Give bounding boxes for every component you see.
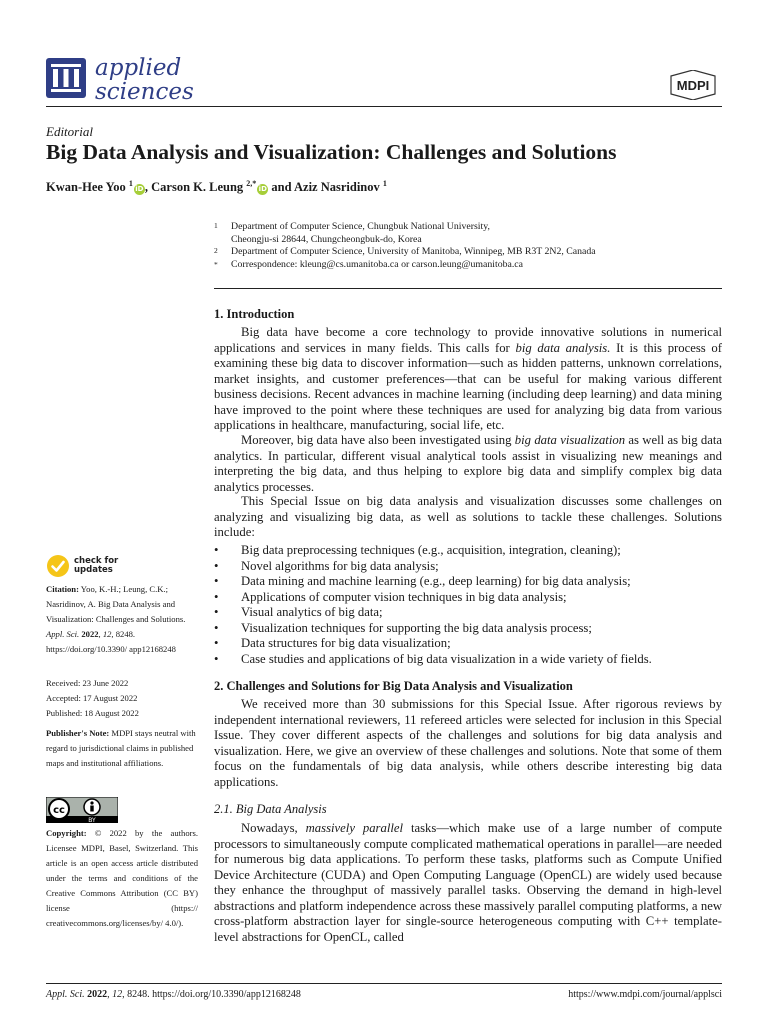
- paragraph: Moreover, big data have also been investigated using big data visualization as well as big data analytics. In particular, different visual analytical tools assist in visualizing new meanings and interpreting the big data, and thus helping to explore big data and simplify complex big data analytics processes.: [214, 433, 723, 494]
- footer-citation: Appl. Sci. 2022, 12, 8248. https://doi.org/10.3390/app12168248: [46, 989, 301, 1000]
- correspondence-line[interactable]: Correspondence: kleung@cs.umanitoba.ca or carson.leung@umanitoba.ca: [231, 259, 523, 270]
- mdpi-logo: [667, 70, 719, 100]
- check-for-updates-button[interactable]: check for updates: [46, 554, 126, 580]
- journal-name: applied sciences: [95, 55, 194, 105]
- list-item: • Case studies and applications of big data visualization in a wide variety of fields.: [214, 652, 722, 668]
- footer-doi-link[interactable]: , 8248. https://doi.org/10.3390/app12168248: [122, 989, 301, 1000]
- paragraph: We received more than 30 submissions for this Special Issue. After rigorous reviews by independent international reviewers, 11 refereed articles were selected for inclusion in this Special Issue. They cover different aspects of the challenges and solutions for big data analysis and visualization. Here, we give an overview of these challenges and solutions. Note that some of them focus on the fundamentals of big data analysis, while others describe interesting big data applications.: [214, 697, 722, 789]
- citation-block: Citation: Yoo, K.-H.; Leung, C.K.; Nasridinov, A. Big Data Analysis and Visualization: Challenges and Solutions. Appl. Sci. 2022, 12, 8248. https://doi.org/10.3390/ app12168248: [46, 584, 186, 654]
- footer-journal-url[interactable]: https://www.mdpi.com/journal/applsci: [568, 989, 722, 1000]
- paragraph: Big data have become a core technology to provide innovative solutions in numerical applications and services in many fields. This calls for big data analysis. It is this process of examining these big data to discover information—such as hidden patterns, unknown correlations, market insights, and customer preferences—that can be useful for making various different business decisions. Recent advances in machine learning (including deep learning) and data mining have improved to the point where these techniques are used for analyzing big data from various applications in healthcare, manufacturing, social life, etc.: [214, 325, 722, 432]
- copyright-block: Copyright: © 2022 by the authors. Licensee MDPI, Basel, Switzerland. This article is an open access article distributed under the terms and conditions of the Creative Commons Attribution (CC BY) license (https:// creativecommons.org/licenses/by/ 4.0/).: [46, 828, 198, 928]
- affiliation-line: Cheongju-si 28644, Chungcheongbuk-do, Korea: [231, 234, 422, 245]
- received-date: Received: 23 June 2022: [46, 678, 129, 688]
- list-item: • Applications of computer vision techniques in big data analysis;: [214, 590, 722, 606]
- cc-by-license-icon[interactable]: [46, 797, 118, 823]
- author-name[interactable]: Carson K. Leung: [151, 180, 244, 195]
- list-item: • Big data preprocessing techniques (e.g., acquisition, integration, cleaning);: [214, 543, 722, 559]
- footer-divider: [46, 983, 722, 984]
- accepted-date: Accepted: 17 August 2022: [46, 693, 138, 703]
- svg-text:cc: cc: [53, 805, 65, 816]
- affiliation-line: Department of Computer Science, University of Manitoba, Winnipeg, MB R3T 2N2, Canada: [231, 246, 596, 257]
- check-updates-icon: [46, 554, 70, 578]
- list-item: • Visual analytics of big data;: [214, 605, 722, 621]
- affiliation-divider: [214, 288, 722, 289]
- section-heading-introduction: 1. Introduction: [214, 307, 295, 321]
- author-list: Kwan-Hee Yoo $^1$iD, Carson K. Leung $^{2,*}$iD and Aziz Nasridinov $^1$: [46, 179, 387, 195]
- dates-block: [46, 676, 198, 721]
- article-title: Big Data Analysis and Visualization: Challenges and Solutions: [46, 140, 617, 164]
- header-divider: [46, 106, 722, 107]
- svg-text:BY: BY: [88, 817, 96, 823]
- journal-columns-icon: [46, 58, 86, 98]
- citation-doi-link[interactable]: , 8248. https://doi.org/10.3390/ app12168248: [46, 629, 176, 654]
- list-item: • Data mining and machine learning (e.g., deep learning) for big data analysis;: [214, 574, 722, 590]
- publisher-note: Publisher's Note: MDPI stays neutral with regard to jurisdictional claims in published maps and institutional affiliations.: [46, 728, 196, 768]
- subsection-heading-big-data-analysis: 2.1. Big Data Analysis: [214, 802, 327, 816]
- solutions-list: [214, 543, 722, 667]
- orcid-icon[interactable]: iD: [258, 185, 267, 194]
- section-heading-challenges: 2. Challenges and Solutions for Big Data Analysis and Visualization: [214, 679, 573, 693]
- author-name[interactable]: Aziz Nasridinov: [294, 180, 380, 195]
- paragraph: This Special Issue on big data analysis and visualization discusses some challenges on analyzing and visualizing big data, as well as solutions to tackle these challenges. Solutions include:: [214, 494, 722, 539]
- list-item: • Novel algorithms for big data analysis;: [214, 559, 722, 575]
- affiliation-line: Department of Computer Science, Chungbuk National University,: [231, 221, 490, 232]
- article-type: Editorial: [46, 124, 93, 139]
- author-name[interactable]: Kwan-Hee Yoo: [46, 180, 126, 195]
- list-item: • Data structures for big data visualization;: [214, 636, 722, 652]
- orcid-icon[interactable]: iD: [135, 185, 144, 194]
- svg-text:MDPI: MDPI: [676, 78, 710, 93]
- list-item: • Visualization techniques for supporting the big data analysis process;: [214, 621, 722, 637]
- published-date: Published: 18 August 2022: [46, 708, 139, 718]
- paragraph: Nowadays, massively parallel tasks—which make use of a large number of compute processors to simultaneously compute complicated mathematical operations in parallel—are needed for numerous big data applications. To perform these tasks, platforms such as Compute Unified Device Architecture (CUDA) and Open Computing Language (OpenCL) are widely used because they enhance the throughput of massively parallel tasks. Observing the demand in high-level abstractions and platform independence across these massively parallel computing platforms, a new cross-platform abstraction layer for single-source heterogeneous computing with C++ template-level abstractions for OpenCL, called: [214, 821, 722, 944]
